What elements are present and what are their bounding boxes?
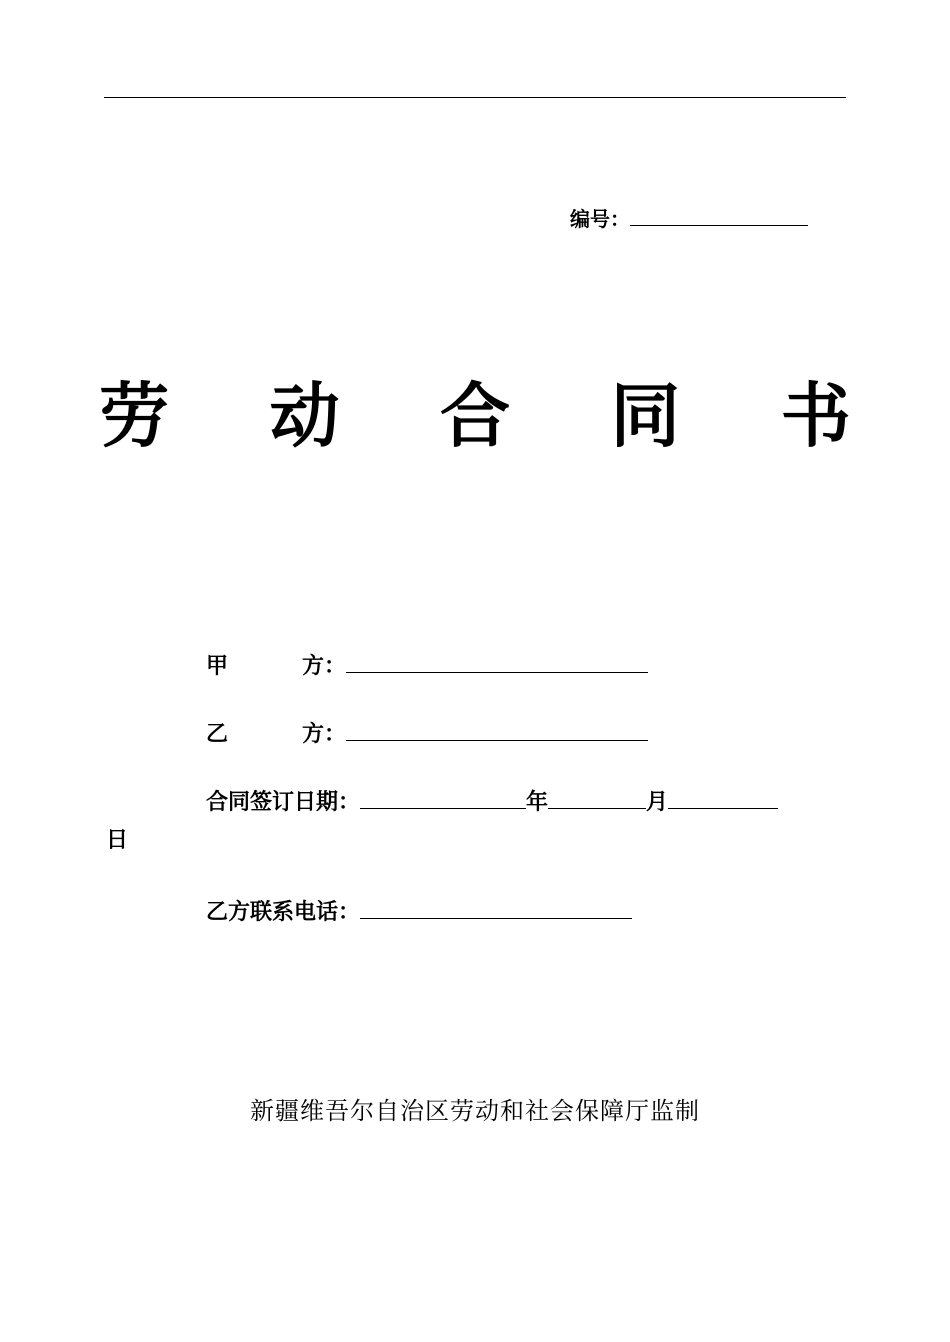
party-a-field [206,650,648,682]
party-b-field [206,718,648,750]
year-label: 年 [526,790,549,815]
month-label: 月 [646,790,669,815]
serial-label: 编号： [570,207,630,231]
month-blank[interactable] [548,786,646,809]
party-a-blank[interactable] [346,650,648,673]
document-title: 劳 动 合 同 书 [99,374,889,457]
serial-blank[interactable] [630,203,808,226]
issuer-footer: 新疆维吾尔自治区劳动和社会保障厅监制 [250,1097,700,1125]
phone-label: 乙方联系电话： [206,900,361,925]
party-b-label-1: 乙 [206,722,229,747]
party-a-label-2: 方： [302,654,347,679]
party-b-blank[interactable] [346,718,648,741]
top-rule [104,97,846,98]
sign-date-field [206,786,778,818]
sign-date-label: 合同签订日期： [206,790,361,815]
party-b-label-2: 方： [302,722,347,747]
phone-field [206,896,632,928]
phone-blank[interactable] [360,896,632,919]
party-a-label-1: 甲 [206,654,229,679]
serial-number [570,203,808,233]
day-blank[interactable] [668,786,778,809]
day-label: 日 [106,828,129,853]
year-blank[interactable] [360,786,526,809]
